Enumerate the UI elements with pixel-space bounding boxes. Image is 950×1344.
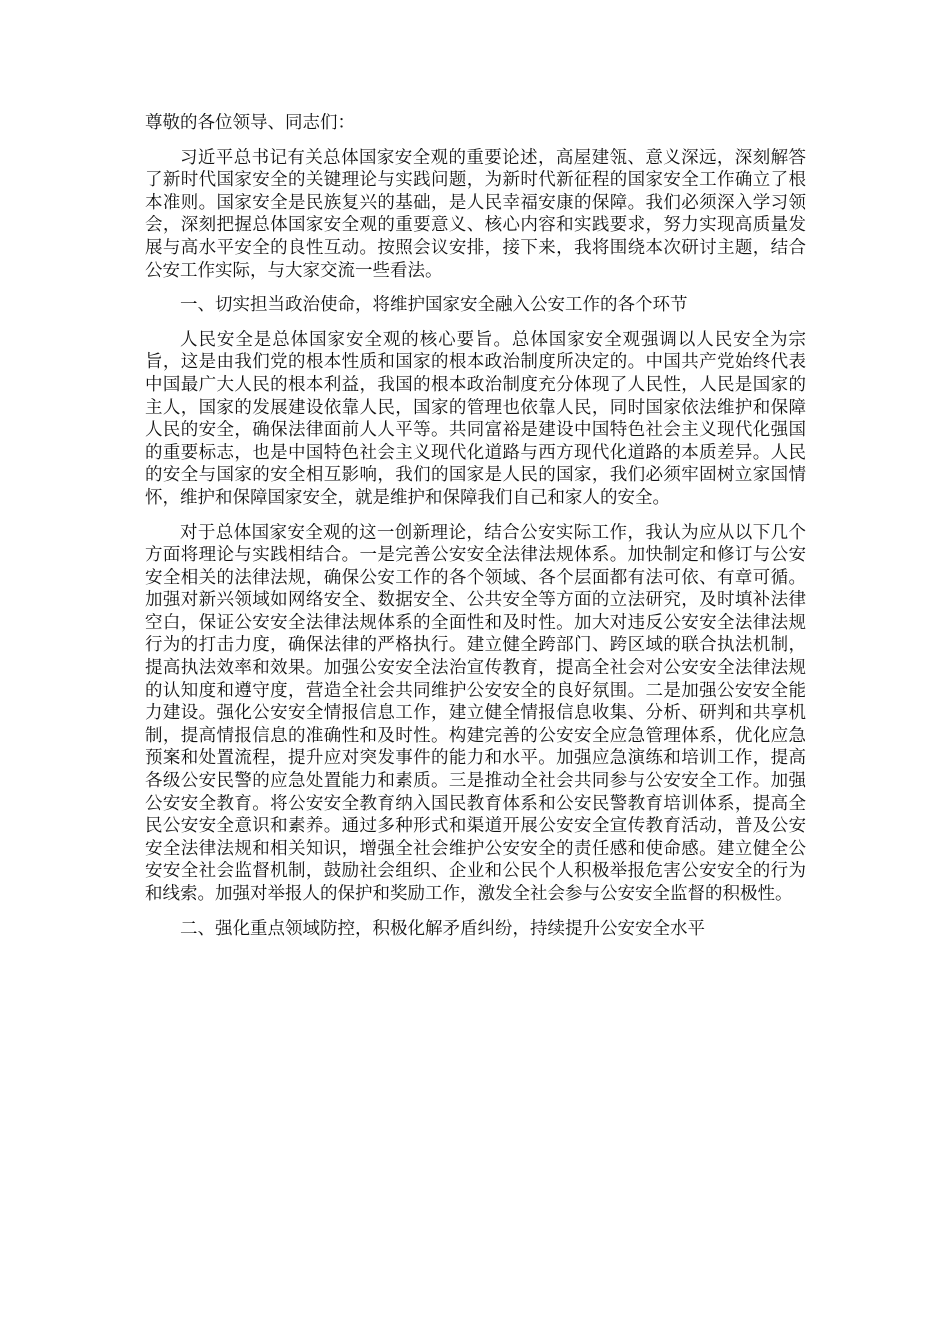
section-1-paragraph-1: 人民安全是总体国家安全观的核心要旨。总体国家安全观强调以人民安全为宗旨，这是由我们党的根本性质和国家的根本政治制度所决定的。中国共产党始终代表中国最广大人民的根本利益，我国的根本政治制度充分体现了人民性，人民是国家的主人，国家的发展建设依靠人民，国家的管理也依靠人民，同时国家依法维护和保障人民的安全，确保法律面前人人平等。共同富裕是建设中国特色社会主义现代化强国的重要标志，也是中国特色社会主义现代化道路与西方现代化道路的本质差异。人民的安全与国家的安全相互影响，我们的国家是人民的国家，我们必须牢固树立家国情怀，维护和保障国家安全，就是维护和保障我们自己和家人的安全。 (145, 329, 806, 508)
intro-paragraph: 习近平总书记有关总体国家安全观的重要论述，高屋建瓴、意义深远，深刻解答了新时代国家安全的关键理论与实践问题，为新时代新征程的国家安全工作确立了根本准则。国家安全是民族复兴的基础，是人民幸福安康的保障。我们必须深入学习领会，深刻把握总体国家安全观的重要意义、核心内容和实践要求，努力实现高质量发展与高水平安全的良性互动。按照会议安排，接下来，我将围绕本次研讨主题，结合公安工作实际，与大家交流一些看法。 (145, 147, 806, 281)
section-2-heading: 二、强化重点领域防控，积极化解矛盾纠纷，持续提升公安安全水平 (180, 918, 705, 939)
document-body (145, 112, 806, 952)
section-1-paragraph-2: 对于总体国家安全观的这一创新理论，结合公安实际工作，我认为应从以下几个方面将理论与实践相结合。一是完善公安安全法律法规体系。加快制定和修订与公安安全相关的法律法规，确保公安工作的各个领域、各个层面都有法可依、有章可循。加强对新兴领域如网络安全、数据安全、公共安全等方面的立法研究，及时填补法律空白，保证公安安全法律法规体系的全面性和及时性。加大对违反公安安全法律法规行为的打击力度，确保法律的严格执行。建立健全跨部门、跨区域的联合执法机制，提高执法效率和效果。加强公安安全法治宣传教育，提高全社会对公安安全法律法规的认知度和遵守度，营造全社会共同维护公安安全的良好氛围。二是加强公安安全能力建设。强化公安安全情报信息工作，建立健全情报信息收集、分析、研判和共享机制，提高情报信息的准确性和及时性。构建完善的公安安全应急管理体系，优化应急预案和处置流程，提升应对突发事件的能力和水平。加强应急演练和培训工作，提高各级公安民警的应急处置能力和素质。三是推动全社会共同参与公安安全工作。加强公安安全教育。将公安安全教育纳入国民教育体系和公安民警教育培训体系，提高全民公安安全意识和素养。通过多种形式和渠道开展公安安全宣传教育活动，普及公安安全法律法规和相关知识，增强全社会维护公安安全的责任感和使命感。建立健全公安安全社会监督机制，鼓励社会组织、企业和公民个人积极举报危害公安安全的行为和线索。加强对举报人的保护和奖励工作，激发全社会参与公安安全监督的积极性。 (145, 522, 806, 904)
section-1-heading: 一、切实担当政治使命，将维护国家安全融入公安工作的各个环节 (180, 295, 688, 316)
salutation: 尊敬的各位领导、同志们： (145, 113, 355, 133)
